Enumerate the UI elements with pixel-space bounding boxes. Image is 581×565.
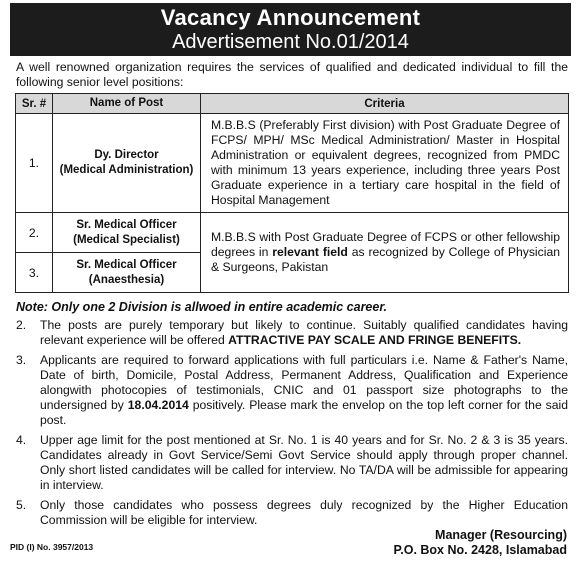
post-subtitle: (Medical Administration) [59,164,194,176]
post-subtitle: (Medical Specialist) [73,233,180,246]
post-title: Sr. Medical Officer [76,258,177,271]
post-title: Sr. Medical Officer [76,218,177,231]
contact-address: P.O. Box No. 2428, Islamabad [393,543,567,557]
list-item-text [40,498,568,528]
table-header-row [16,94,569,114]
list-item-number: 3. [16,353,27,367]
list-item-number: 5. [16,498,27,512]
pid-number: PID (I) No. 3957/2013 [10,542,94,552]
post-title: Dy. Director [94,149,159,161]
list-item-body: positively. Please mark the envelop on the top left corner for the said post. [40,398,568,427]
list-item-body: Only those candidates who possess degrees duly recognized by the Higher Education Commission will be eligible for interview. [40,498,568,527]
criteria-cell [201,213,569,293]
list-item-text [40,353,568,428]
advertisement-header [10,3,571,56]
list-item-body: The posts are purely temporary but likely to continue. Suitably qualified candidates having relevant experience will be offered [40,318,568,347]
list-item [16,318,568,348]
list-item [16,433,568,493]
row-sr-number: 3. [16,253,53,293]
list-item [16,353,568,428]
criteria-cell: M.B.B.S (Preferably First division) with Post Graduate Degree of FCPS/ MPH/ MSc Medical Administration/ Master in Hospital Administration or equivalent degrees, recognized from PMDC with minimum 13 years experience, including three years Post Graduate experience in a tertiary care hospital in the field of Hospital Management [201,114,569,213]
row-sr-number: 2. [16,213,53,253]
list-item [16,498,568,528]
table-row [16,114,569,213]
list-item-number: 2. [16,318,27,332]
post-subtitle: (Anaesthesia) [88,273,165,286]
column-header-post: Name of Post [53,94,201,114]
contact-block [394,528,567,558]
row-sr-number: 1. [16,114,53,213]
intro-text: A well renowned organization requires the services of qualified and dedicated individual to fill the following senior level positions: [16,60,568,89]
note-text: Only one 2 Division is allwoed in entire academic career. [47,300,387,314]
criteria-emphasis: relevant field [272,245,348,259]
list-item-emphasis: 18.04.2014 [127,398,189,412]
column-header-criteria: Criteria [201,94,569,114]
contact-title: Manager (Resourcing) [435,528,567,542]
post-name-cell [53,114,201,213]
terms-list [16,318,568,533]
list-item-body: Applicants are required to forward applications with full particulars i.e. Name & Father's Name, Date of birth, Domicile, Postal Address, Permanent Address, Qualification and Experience alongwith photocopies of testimonials, CNIC and 01 passport size photographs to the undersigned by [40,353,568,412]
advertisement-number: Advertisement No.01/2014 [172,31,409,53]
post-name-cell [53,253,201,293]
column-header-sr: Sr. # [16,94,53,114]
criteria-text: as recognized by College of Physician & Surgeons, Pakistan [211,245,560,274]
criteria-text: M.B.B.S with Post Graduate Degree of FCPS or other fellowship degrees in [211,230,560,259]
note-label: Note: [16,300,48,314]
note [16,300,568,314]
list-item-emphasis: ATTRACTIVE PAY SCALE AND FRINGE BENEFITS. [228,333,522,347]
page-title: Vacancy Announcement [160,5,421,30]
post-name-cell [53,213,201,253]
table-row [16,213,569,253]
list-item-body: Upper age limit for the post mentioned at Sr. No. 1 is 40 years and for Sr. No. 2 & 3 is 35 years. Candidates already in Govt Service/Semi Govt Service should apply through proper channel. Only short listed candidates will be called for interview. No TA/DA will be admissible for appearing in interview. [40,433,568,492]
list-item-number: 4. [16,433,27,447]
list-item-text [40,318,568,348]
positions-table [15,93,569,293]
list-item-text [40,433,568,493]
